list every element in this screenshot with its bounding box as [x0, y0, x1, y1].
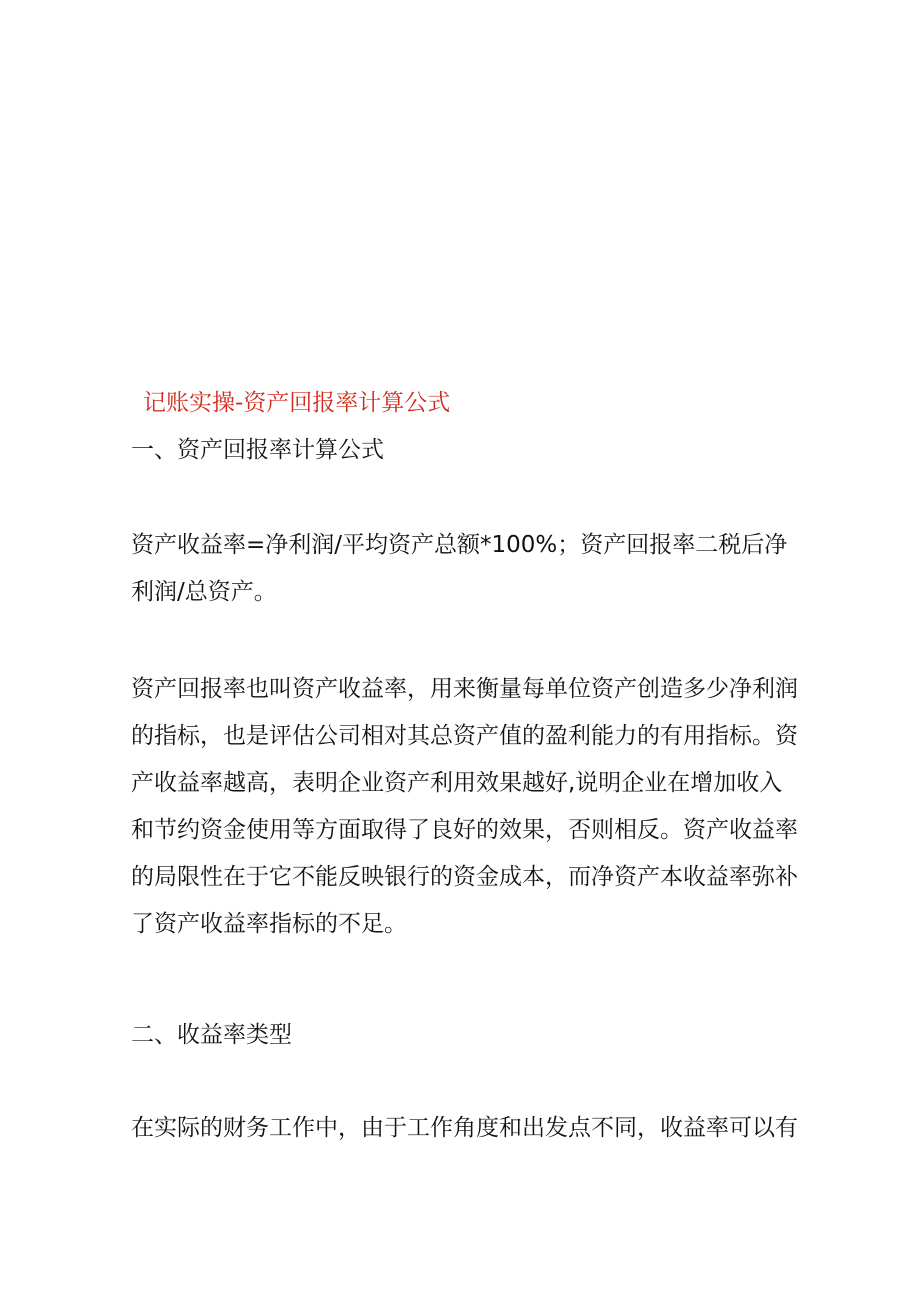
section-heading-1: 一、资产回报率计算公式 — [131, 437, 384, 463]
section-heading-2: 二、收益率类型 — [131, 1022, 292, 1048]
paragraph-line: 了资产收益率指标的不足。 — [131, 911, 407, 937]
description-paragraph — [131, 666, 796, 948]
paragraph-line: 的指标，也是评估公司相对其总资产值的盈利能力的有用指标。资 — [131, 723, 798, 749]
document-title: 记账实操-资产回报率计算公式 — [143, 390, 451, 416]
paragraph-line: 资产收益率=净利润/平均资产总额*100%；资产回报率二税后净 — [131, 532, 788, 558]
paragraph-line: 资产回报率也叫资产收益率，用来衡量每单位资产创造多少净利润 — [131, 676, 798, 702]
formula-paragraph — [131, 522, 796, 616]
paragraph-line: 在实际的财务工作中，由于工作角度和出发点不同，收益率可以有 — [131, 1115, 798, 1141]
paragraph-line: 利润/总资产。 — [131, 579, 277, 605]
paragraph-line: 产收益率越高，表明企业资产利用效果越好,说明企业在增加收入 — [131, 770, 783, 796]
paragraph-line: 的局限性在于它不能反映银行的资金成本，而净资产本收益率弥补 — [131, 864, 798, 890]
types-intro-paragraph — [131, 1105, 796, 1152]
paragraph-line: 和节约资金使用等方面取得了良好的效果，否则相反。资产收益率 — [131, 817, 798, 843]
